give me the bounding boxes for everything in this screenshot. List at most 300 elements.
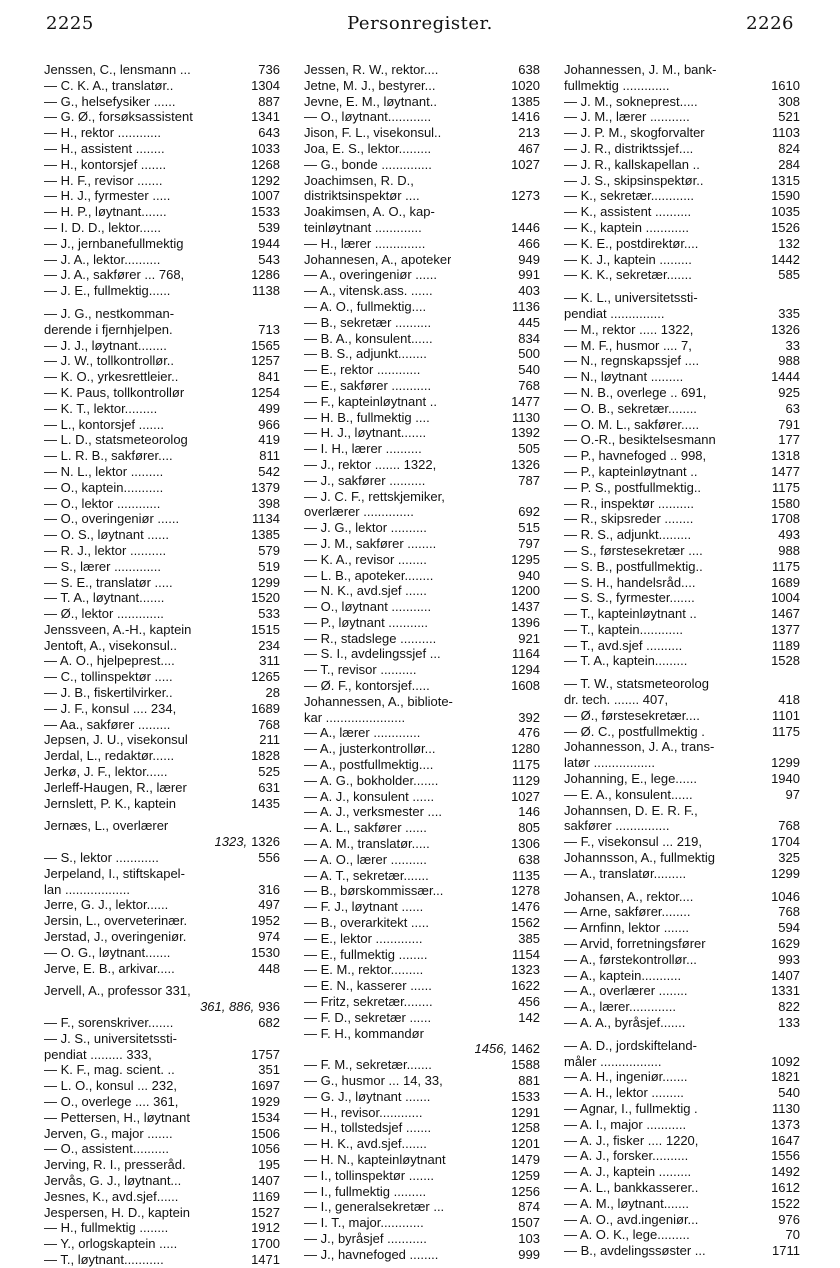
entry-name: Johanning, E., lege......	[564, 771, 697, 787]
index-entry	[304, 994, 540, 1010]
index-entry	[44, 1015, 280, 1031]
index-entry	[304, 1199, 540, 1215]
index-entry	[564, 527, 800, 543]
index-entry	[564, 173, 800, 189]
entry-name: — T. A., kaptein.........	[564, 653, 688, 669]
entry-name: — A. O., avd.ingeniør...	[564, 1211, 699, 1227]
entry-pages: 791	[778, 416, 800, 432]
entry-pages: 1520	[251, 590, 280, 606]
entry-pages: 1291	[511, 1104, 540, 1120]
entry-name: — H., lærer ..............	[304, 235, 426, 251]
entry-name: Joachimsen, R. D.,	[304, 172, 414, 188]
entry-name: — L. D., statsmeteorolog	[44, 432, 188, 448]
entry-pages: 1700	[251, 1236, 280, 1252]
entry-pages: 1175	[512, 757, 540, 773]
entry-pages: 500	[518, 346, 540, 362]
entry-name: — O. G., løytnant.......	[44, 944, 171, 960]
entry-name: Jentoft, A., visekonsul..	[44, 637, 177, 653]
index-entry	[44, 1205, 280, 1221]
index-entry	[44, 638, 280, 654]
index-entry	[564, 141, 800, 157]
index-entry	[44, 496, 280, 512]
entry-pages: 1442	[771, 251, 800, 267]
index-entry	[304, 978, 540, 994]
entry-name: — Pettersen, H., løytnant	[44, 1109, 190, 1125]
entry-pages: 1373	[771, 1116, 800, 1132]
entry-name: Jerve, E. B., arkivar.....	[44, 960, 175, 976]
entry-pages: 1435	[251, 795, 280, 811]
index-entry	[304, 804, 540, 820]
entry-name: — J., havnefoged ........	[304, 1246, 439, 1262]
index-entry	[44, 1126, 280, 1142]
entry-pages: 1711	[772, 1243, 800, 1259]
index-entry	[564, 866, 800, 882]
entry-name: — A., kaptein...........	[564, 967, 682, 983]
entry-name: — T. W., statsmeteorolog	[564, 676, 709, 692]
index-entry	[564, 708, 800, 724]
entry-name: Jevne, E. M., løytnant..	[304, 93, 437, 109]
entry-pages: 1101	[772, 707, 800, 723]
index-entry	[44, 882, 280, 898]
entry-pages: 466	[518, 235, 540, 251]
entry-pages: 1295	[511, 551, 540, 567]
entry-name: — S., lærer .............	[44, 558, 162, 574]
entry-pages: 1280	[511, 741, 540, 757]
entry-name: — H., fullmektig ........	[44, 1220, 169, 1236]
index-entry	[44, 1220, 280, 1236]
entry-name: — B. S., adjunkt........	[304, 346, 427, 362]
entry-name: Jison, F. L., visekonsul..	[304, 125, 442, 141]
entry-name: — L., kontorsjef .......	[44, 416, 164, 432]
entry-pages: 1341	[251, 109, 280, 125]
index-entry	[44, 780, 280, 796]
index-entry	[44, 1173, 280, 1189]
entry-pages: 103	[518, 1230, 540, 1246]
index-entry	[564, 385, 800, 401]
index-entry	[304, 757, 540, 773]
index-entry	[564, 496, 800, 512]
entry-name: — E., fullmektig ........	[304, 946, 428, 962]
entry-pages: 177	[778, 432, 800, 448]
entry-name: — K. F., mag. scient. ..	[44, 1062, 175, 1078]
index-entry	[44, 701, 280, 717]
entry-name: — H. P., løytnant.......	[44, 204, 167, 220]
index-entry	[564, 109, 800, 125]
index-entry	[304, 1184, 540, 1200]
index-entry	[564, 920, 800, 936]
entry-pages: 1292	[251, 172, 280, 188]
entry-pages: 1530	[251, 944, 280, 960]
entry-pages: 316	[258, 881, 280, 897]
entry-pages: 1294	[511, 662, 540, 678]
entry-name: — I., generalsekretær ...	[304, 1199, 445, 1215]
entry-pages: 1526	[771, 219, 800, 235]
index-entry	[564, 369, 800, 385]
entry-pages: 1286	[251, 267, 280, 283]
entry-pages: 1944	[251, 235, 280, 251]
entry-pages: 1446	[511, 219, 540, 235]
entry-pages: 1035	[771, 204, 800, 220]
entry-name: — T., kapteinløytnant ..	[564, 606, 697, 622]
entry-name: — R. J., lektor ..........	[44, 542, 167, 558]
entry-pages: 1704	[771, 834, 800, 850]
entry-name: Jerstad, J., overingeniør.	[44, 929, 187, 945]
index-entry	[44, 590, 280, 606]
index-entry	[44, 480, 280, 496]
entry-pages: 1527	[251, 1204, 280, 1220]
entry-pages: 308	[778, 93, 800, 109]
entry-pages: 1258	[511, 1120, 540, 1136]
entry-pages: 1027	[511, 156, 540, 172]
entry-pages: 1479	[511, 1151, 540, 1167]
column-2	[304, 62, 540, 1268]
entry-name: — K., assistent ..........	[564, 204, 692, 220]
entry-pages: 940	[518, 567, 540, 583]
entry-pages: 768	[258, 716, 280, 732]
index-entry	[564, 559, 800, 575]
index-entry	[44, 1031, 280, 1047]
spacer	[44, 811, 280, 818]
entry-name: Jetne, M. J., bestyrer...	[304, 77, 436, 93]
entry-name: — A., overlærer ........	[564, 983, 688, 999]
entry-name: — R., inspektør ..........	[564, 495, 695, 511]
entry-name: Jervås, G. J., løytnant...	[44, 1172, 182, 1188]
index-entry	[304, 773, 540, 789]
column-3	[564, 62, 800, 1268]
entry-name: — O., overlege .... 361,	[44, 1094, 179, 1109]
entry-pages: 643	[258, 125, 280, 141]
entry-pages: 392	[518, 709, 540, 725]
entry-name: Jersin, L., overveterinær.	[44, 913, 188, 929]
index-entry	[564, 1101, 800, 1117]
entry-name: — J., sakfører ..........	[304, 472, 426, 488]
entry-pages: 515	[518, 520, 540, 536]
entry-name: Jespersen, H. D., kaptein	[44, 1204, 190, 1220]
entry-name: — E., sakfører ...........	[304, 377, 432, 393]
entry-name: — A., justerkontrollør...	[304, 741, 436, 757]
entry-name: — F., visekonsul ... 219,	[564, 834, 703, 850]
index-entry	[304, 1026, 540, 1042]
index-entry	[304, 236, 540, 252]
entry-pages: 1515	[251, 621, 280, 637]
index-entry	[564, 787, 800, 803]
entry-pages: 556	[258, 850, 280, 866]
entry-pages: 1027	[511, 788, 540, 804]
entry-name: — A. J., verksmester ....	[304, 804, 442, 820]
entry-name: teinløytnant .............	[304, 219, 422, 235]
entry-pages: 1629	[771, 936, 800, 952]
entry-name: — G. Ø., forsøksassistent	[44, 109, 193, 125]
entry-pages: 1169	[252, 1188, 280, 1204]
right-page-number: 2226	[746, 12, 794, 34]
entry-pages: 1647	[771, 1132, 800, 1148]
index-entry	[44, 929, 280, 945]
index-entry	[44, 717, 280, 733]
entry-name: dr. tech. ....... 407,	[564, 692, 669, 708]
entry-pages: 70	[785, 1227, 800, 1243]
entry-pages: 1129	[512, 772, 540, 788]
entry-pages: 311	[259, 653, 280, 669]
index-entry	[304, 662, 540, 678]
entry-pages: 467	[518, 140, 540, 156]
index-entry	[304, 378, 540, 394]
entry-pages: 1407	[771, 967, 800, 983]
entry-pages: 540	[778, 1085, 800, 1101]
entry-name: — B., avdelingssøster ...	[564, 1243, 706, 1259]
index-entry	[564, 157, 800, 173]
entry-name: — N., regnskapssjef ....	[564, 353, 700, 369]
entry-pages: 768	[778, 904, 800, 920]
index-entry	[44, 850, 280, 866]
entry-name: — J. M., sakfører ........	[304, 535, 437, 551]
entry-pages: 33	[785, 337, 800, 353]
index-entry	[44, 999, 280, 1015]
entry-name: — Ø., lektor .............	[44, 606, 164, 622]
index-entry	[44, 417, 280, 433]
entry-name: — Arvid, forretningsfører	[564, 936, 706, 952]
index-entry	[304, 362, 540, 378]
index-entry	[564, 590, 800, 606]
index-entry	[304, 536, 540, 552]
index-entry	[44, 432, 280, 448]
entry-pages: 1396	[511, 614, 540, 630]
entry-pages: 1273	[511, 188, 540, 204]
entry-name: — S. B., postfullmektig..	[564, 558, 703, 574]
entry-pages: 1622	[511, 978, 540, 994]
entry-pages: 1315	[771, 172, 800, 188]
entry-name: — A., overingeniør ......	[304, 267, 437, 283]
entry-pages: 539	[258, 219, 280, 235]
index-entry	[304, 836, 540, 852]
entry-pages: 1534	[251, 1109, 280, 1125]
entry-name: — F., sorenskriver.......	[44, 1015, 174, 1031]
index-entry	[44, 575, 280, 591]
entry-name: distriktsinspektør ....	[304, 188, 420, 204]
entry-pages: 1379	[251, 479, 280, 495]
entry-name: — H., tollstedsjef .......	[304, 1120, 432, 1136]
index-entry	[304, 457, 540, 473]
entry-name: — N. L., lektor .........	[44, 463, 164, 479]
entry-name: — Agnar, I., fullmektig .	[564, 1101, 698, 1116]
entry-name: — J. G., nestkomman-	[44, 305, 175, 321]
entry-pages: 1326	[251, 834, 280, 850]
entry-pages: 881	[518, 1073, 540, 1088]
spacer	[44, 299, 280, 306]
entry-name: — J. S., universitetssti-	[44, 1030, 177, 1046]
entry-pages: 1135	[512, 867, 540, 883]
index-entry	[44, 338, 280, 354]
entry-name: kar ......................	[304, 709, 406, 725]
entry-name: — J. R., kallskapellan ..	[564, 156, 700, 172]
entry-name: — Arne, sakfører........	[564, 904, 691, 920]
index-entry	[564, 125, 800, 141]
entry-pages: 631	[258, 779, 280, 795]
entry-name: — Y., orlogskaptein .....	[44, 1236, 178, 1252]
index-entry	[564, 755, 800, 771]
index-entry	[304, 252, 540, 268]
entry-name: — N. B., overlege .. 691,	[564, 384, 707, 400]
entry-name: — B., overarkitekt .....	[304, 915, 429, 931]
entry-pages: 325	[778, 850, 800, 866]
index-entry	[304, 1231, 540, 1247]
index-entry	[44, 945, 280, 961]
entry-pages: 787	[518, 472, 540, 488]
entry-name: — T., avd.sjef ..........	[564, 637, 683, 653]
entry-name: — A. T., sekretær.......	[304, 867, 429, 883]
index-entry	[44, 511, 280, 527]
entry-pages: 797	[518, 535, 540, 551]
index-entry	[44, 818, 280, 834]
entry-pages: 1590	[771, 188, 800, 204]
entry-name: — T., løytnant...........	[44, 1251, 164, 1267]
index-entry	[44, 94, 280, 110]
entry-pages: 1580	[771, 495, 800, 511]
entry-pages: 1528	[771, 653, 800, 669]
entry-pages: 1689	[771, 574, 800, 590]
entry-name: — C. K. A., translatør..	[44, 77, 174, 93]
entry-name: — J. W., tollkontrollør..	[44, 353, 175, 369]
entry-pages: 1268	[251, 156, 280, 172]
index-entry	[564, 188, 800, 204]
index-entry	[564, 1038, 800, 1054]
entry-pages: 1477	[511, 393, 540, 409]
index-entry	[564, 606, 800, 622]
entry-name: Johansen, A., rektor....	[564, 888, 694, 904]
entry-pages: 403	[518, 283, 540, 299]
index-entry	[304, 1247, 540, 1263]
entry-name: — A. A., byråsjef.......	[564, 1015, 686, 1031]
entry-pages: 1331	[771, 983, 800, 999]
entry-name: — K., sekretær............	[564, 188, 695, 204]
entry-pages: 991	[518, 267, 540, 283]
entry-pages: 499	[258, 400, 280, 416]
index-entry	[304, 710, 540, 726]
entry-pages: 966	[258, 416, 280, 432]
entry-pages: 768	[778, 818, 800, 834]
index-entry	[304, 425, 540, 441]
entry-pages: 1462	[511, 1041, 540, 1057]
index-entry	[44, 527, 280, 543]
entry-name: — C., tollinspektør .....	[44, 669, 173, 685]
index-entry	[564, 1243, 800, 1259]
entry-pages: 638	[518, 851, 540, 867]
entry-name: — K. L., universitetssti-	[564, 290, 698, 306]
entry-name: — A. O., hjelpeprest....	[44, 653, 175, 669]
index-entry	[44, 267, 280, 283]
entry-pages: 1200	[511, 583, 540, 599]
entry-name: — S. H., handelsråd....	[564, 574, 696, 590]
index-entry	[44, 1236, 280, 1252]
index-entry	[564, 999, 800, 1015]
entry-name: — A. G., bokholder.......	[304, 772, 439, 788]
entry-name: — J. C. F., rettskjemiker,	[304, 488, 445, 504]
entry-name: — P. S., postfullmektig..	[564, 479, 702, 495]
entry-name: Jerdal, L., redaktør......	[44, 748, 175, 764]
index-entry	[564, 676, 800, 692]
left-page-number: 2225	[46, 12, 94, 34]
entry-name: — A. D., jordskifteland-	[564, 1037, 697, 1053]
entry-name: Joa, E. S., lektor.........	[304, 140, 432, 156]
index-entry	[564, 417, 800, 433]
entry-pages: 1092	[771, 1053, 800, 1069]
index-entry	[564, 638, 800, 654]
entry-name: måler .................	[564, 1053, 662, 1069]
index-entry	[304, 789, 540, 805]
index-entry	[44, 385, 280, 401]
entry-name: — O. B., sekretær........	[564, 400, 697, 416]
index-entry	[564, 480, 800, 496]
entry-name: — A. L., sakfører ......	[304, 820, 427, 836]
entry-name: — K. T., lektor.........	[44, 400, 158, 416]
entry-name: Jenssen, C., lensmann ...	[44, 62, 191, 77]
index-entry	[44, 188, 280, 204]
index-entry	[304, 173, 540, 189]
entry-name: — J. P. M., skogforvalter	[564, 125, 705, 141]
entry-pages: 542	[258, 463, 280, 479]
entry-pages: 1492	[771, 1164, 800, 1180]
index-entry	[44, 464, 280, 480]
entry-name: — P., kapteinløytnant ..	[564, 463, 698, 479]
entry-name: — J. B., fiskertilvirker..	[44, 685, 173, 701]
entry-name: — G., bonde ..............	[304, 156, 432, 172]
entry-pages: 1533	[511, 1088, 540, 1104]
entry-pages: 1467	[771, 606, 800, 622]
entry-name: — O., løytnant............	[304, 109, 432, 125]
entry-pages: 1256	[511, 1183, 540, 1199]
entry-name: — I., tollinspektør .......	[304, 1167, 435, 1183]
index-entry	[44, 748, 280, 764]
entry-name: — H. N., kapteinløytnant	[304, 1151, 446, 1167]
entry-name: — H. F., revisor .......	[44, 172, 163, 188]
entry-pages: 925	[778, 384, 800, 400]
entry-name: — F. H., kommandør	[304, 1025, 424, 1041]
entry-name: — O. M. L., sakfører.....	[564, 416, 700, 432]
index-entry	[44, 236, 280, 252]
index-entry	[304, 78, 540, 94]
entry-pages: 1476	[511, 899, 540, 915]
index-entry	[44, 204, 280, 220]
index-entry	[564, 322, 800, 338]
entry-pages: 1821	[771, 1069, 800, 1085]
entry-name: — H., kontorsjef .......	[44, 156, 167, 172]
entry-name: — J. A., lektor..........	[44, 251, 161, 267]
entry-name: — E., rektor ............	[304, 362, 421, 378]
index-entry	[304, 1073, 540, 1089]
entry-name: — H. K., avd.sjef.......	[304, 1136, 427, 1152]
entry-pages: 1299	[771, 865, 800, 881]
index-entry	[304, 299, 540, 315]
entry-name: derende i fjernhjelpen.	[44, 321, 173, 337]
entry-name: — A. M., løytnant.......	[564, 1195, 689, 1211]
entry-pages: 97	[785, 786, 800, 802]
entry-name: — A. M., translatør.....	[304, 836, 430, 852]
page-title: Personregister.	[347, 12, 493, 34]
entry-pages: 533	[258, 606, 280, 622]
entry-name: Johannessen, A., bibliote-	[304, 693, 453, 709]
index-entry	[44, 322, 280, 338]
entry-pages: 1306	[511, 836, 540, 852]
entry-name: — F. J., løytnant ......	[304, 899, 424, 915]
entry-pages: 1004	[771, 590, 800, 606]
entry-name: Jenssveen, A.-H., kaptein	[44, 621, 192, 637]
entry-pages: 692	[518, 504, 540, 520]
index-entry	[44, 220, 280, 236]
entry-pages: 1130	[512, 409, 540, 425]
entry-name: Jerven, G., major .......	[44, 1125, 173, 1141]
entry-name: — P., løytnant ...........	[304, 614, 429, 630]
entry-name: — N., løytnant .........	[564, 369, 684, 385]
entry-pages: 543	[258, 251, 280, 267]
